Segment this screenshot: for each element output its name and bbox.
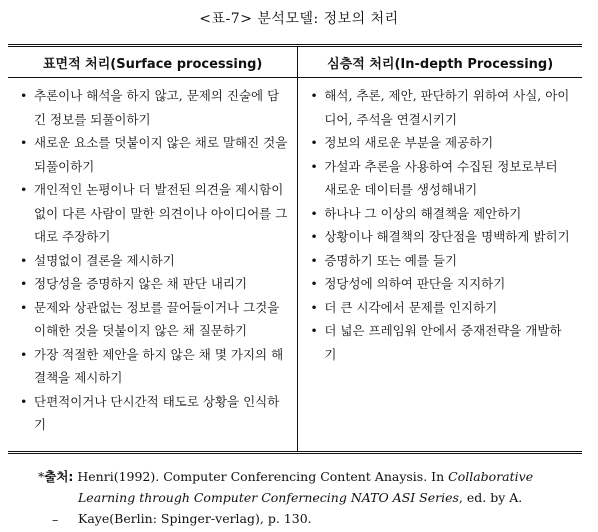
- in-depth-processing-item-text: 가설과 추론을 사용하여 수집된 정보로부터 새로운 데이터를 생성해내기: [324, 158, 558, 197]
- in-depth-processing-item: [310, 131, 572, 155]
- in-depth-processing-cell: [298, 78, 582, 453]
- bullet-marker: •: [20, 346, 28, 362]
- source-title-1: Collaborative: [448, 469, 534, 484]
- in-depth-processing-item-text: 상황이나 해결책의 장단점을 명백하게 밝히기: [324, 229, 570, 244]
- in-depth-processing-item-text: 하나나 그 이상의 해결책을 제안하기: [324, 205, 522, 221]
- surface-processing-item: [20, 84, 287, 131]
- bullet-marker: •: [310, 229, 318, 244]
- in-depth-processing-item: [310, 272, 572, 296]
- in-depth-processing-item-text: 해석, 추론, 제안, 판단하기 위하여 사실, 아이디어, 주석을 연결시키기: [324, 88, 570, 127]
- bullet-marker: •: [310, 276, 318, 291]
- in-depth-processing-item: [310, 202, 572, 226]
- surface-processing-list: [8, 84, 297, 437]
- in-depth-processing-item-text: 정보의 새로운 부분을 제공하기: [324, 135, 494, 150]
- bullet-marker: •: [20, 393, 28, 409]
- source-citation: [38, 466, 588, 529]
- bullet-marker: •: [310, 158, 318, 174]
- bullet-marker: •: [310, 323, 318, 338]
- surface-processing-item: [20, 131, 287, 178]
- source-text-3: Kaye(Berlin: Spinger-verlag), p. 130.: [78, 511, 312, 526]
- surface-processing-item-text: 새로운 요소를 덧붙이지 않은 채로 말해진 것을 되풀이하기: [34, 135, 288, 174]
- surface-processing-item-text: 개인적인 논평이나 더 발전된 의견을 제시함이 없이 다른 사람이 말한 의견이나 아이디어를 그대로 주장하기: [34, 182, 288, 244]
- bullet-marker: •: [310, 205, 318, 221]
- surface-processing-item: [20, 390, 287, 437]
- bullet-marker: •: [310, 252, 318, 268]
- surface-processing-item-text: 설명없이 결론을 제시하기: [34, 252, 175, 268]
- bullet-marker: •: [20, 276, 28, 291]
- in-depth-processing-item-text: 증명하기 또는 예를 들기: [324, 252, 458, 268]
- source-title-2: Learning through Computer Confernecing NATO ASI Series: [78, 490, 459, 505]
- surface-processing-item: [20, 343, 287, 390]
- source-text-1: Henri(1992). Computer Conferencing Content Anaysis. In: [73, 469, 449, 484]
- header-surface-processing: 표면적 처리(Surface processing): [8, 46, 298, 78]
- surface-processing-item-text: 단편적이거나 단시간적 태도로 상황을 인식하기: [34, 393, 280, 432]
- table-caption: <표-7> 분석모델: 정보의 처리: [199, 11, 399, 27]
- bullet-marker: •: [20, 299, 28, 315]
- in-depth-processing-item-text: 더 넓은 프레임워 안에서 중재전략을 개발하기: [324, 323, 562, 362]
- bullet-marker: •: [310, 299, 318, 315]
- in-depth-processing-item: [310, 296, 572, 320]
- surface-processing-cell: [8, 78, 298, 453]
- in-depth-processing-item: [310, 249, 572, 273]
- source-prefix: *: [38, 469, 45, 484]
- in-depth-processing-item-text: 정당성에 의하여 판단을 지지하기: [324, 276, 506, 291]
- in-depth-processing-item: [310, 319, 572, 366]
- bullet-marker: •: [310, 135, 318, 150]
- in-depth-processing-item: [310, 84, 572, 131]
- bullet-marker: •: [20, 135, 28, 150]
- surface-processing-item-text: 가장 적절한 제안을 하지 않은 채 몇 가지의 해결책을 제시하기: [34, 346, 284, 385]
- source-label: 출처:: [44, 469, 74, 484]
- in-depth-processing-item: [310, 225, 572, 249]
- bullet-marker: •: [20, 88, 28, 103]
- dash-mark: –: [52, 512, 59, 527]
- analysis-model-table: [8, 44, 582, 454]
- surface-processing-item-text: 문제와 상관없는 정보를 끌어들이거나 그것을 이해한 것을 덧붙이지 않은 채 질문하기: [34, 299, 280, 338]
- surface-processing-item: [20, 272, 287, 296]
- header-in-depth-processing: 심층적 처리(In-depth Processing): [298, 46, 582, 78]
- bullet-marker: •: [20, 182, 28, 197]
- source-text-2: , ed. by A.: [458, 490, 523, 505]
- bullet-marker: •: [310, 88, 318, 103]
- surface-processing-item-text: 정당성을 증명하지 않은 채 판단 내리기: [34, 276, 248, 291]
- in-depth-processing-list: [298, 84, 582, 366]
- surface-processing-item: [20, 249, 287, 273]
- surface-processing-item-text: 추론이나 해석을 하지 않고, 문제의 진술에 담긴 정보를 되풀이하기: [34, 88, 280, 127]
- surface-processing-item: [20, 296, 287, 343]
- in-depth-processing-item-text: 더 큰 시각에서 문제를 인지하기: [324, 299, 498, 315]
- surface-processing-item: [20, 178, 287, 249]
- in-depth-processing-item: [310, 155, 572, 202]
- bullet-marker: •: [20, 252, 28, 268]
